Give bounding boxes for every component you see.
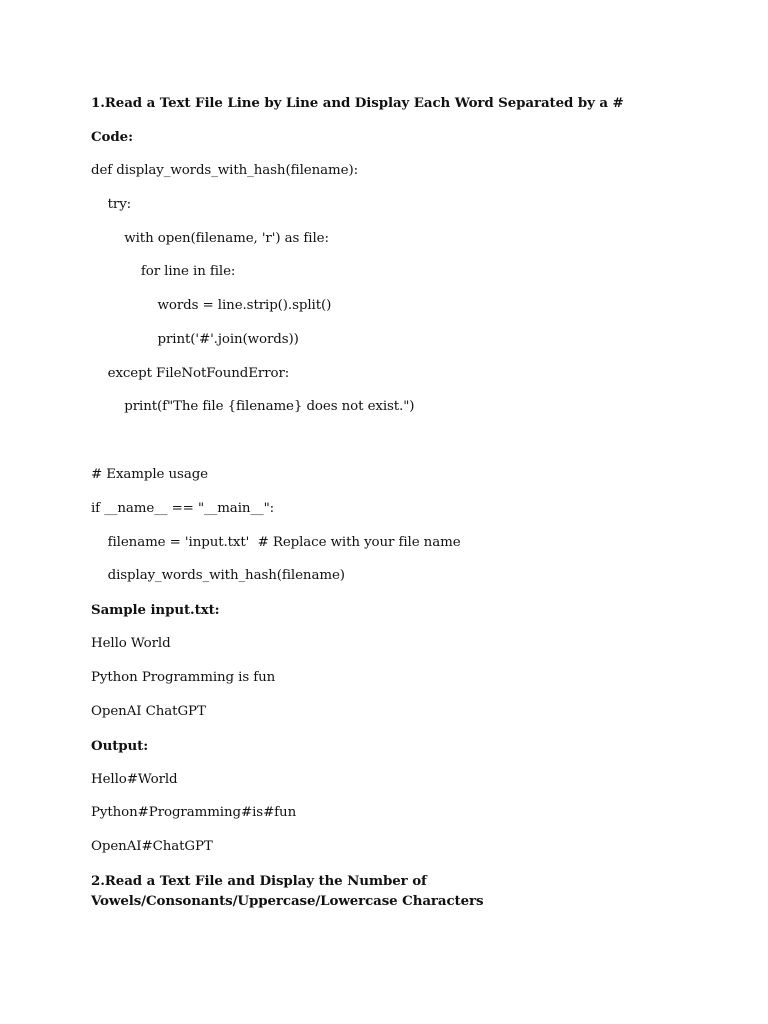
code-line: display_words_with_hash(filename) <box>91 568 345 583</box>
code-line: filename = 'input.txt' # Replace with your file name <box>91 535 461 550</box>
code-comment: # Example usage <box>91 467 208 482</box>
section1-heading: 1.Read a Text File Line by Line and Display Each Word Separated by a # <box>91 95 624 111</box>
code-line: def display_words_with_hash(filename): <box>91 163 358 178</box>
sample-input-line: OpenAI ChatGPT <box>91 704 206 719</box>
code-line: with open(filename, 'r') as file: <box>91 231 329 246</box>
output-line: Python#Programming#is#fun <box>91 805 297 820</box>
code-label: Code: <box>91 129 133 145</box>
output-line: Hello#World <box>91 772 178 787</box>
sample-input-label: Sample input.txt: <box>91 602 220 618</box>
output-line: OpenAI#ChatGPT <box>91 839 213 854</box>
code-line: print('#'.join(words)) <box>91 332 299 347</box>
code-line: try: <box>91 197 132 212</box>
section2-heading: 2.Read a Text File and Display the Number of Vowels/Consonants/Uppercase/Lowercase Characters <box>91 873 484 909</box>
code-line: for line in file: <box>91 264 236 279</box>
code-line: words = line.strip().split() <box>91 298 332 313</box>
code-line: print(f"The file {filename} does not exist.") <box>91 399 415 414</box>
code-line: if __name__ == "__main__": <box>91 501 275 516</box>
sample-input-line: Python Programming is fun <box>91 670 276 685</box>
sample-input-line: Hello World <box>91 636 171 651</box>
code-line: except FileNotFoundError: <box>91 366 290 381</box>
output-label: Output: <box>91 738 149 754</box>
